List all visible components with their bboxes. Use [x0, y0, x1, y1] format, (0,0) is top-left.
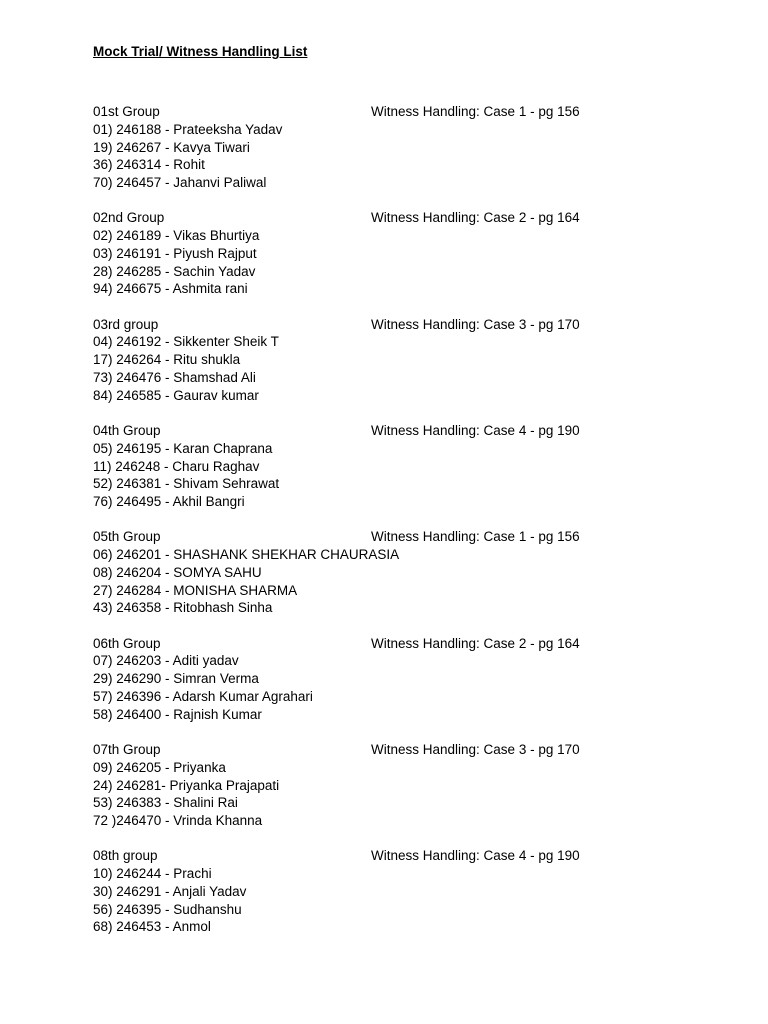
member-entry: 58) 246400 - Rajnish Kumar	[93, 706, 262, 722]
member-entry: 53) 246383 - Shalini Rai	[93, 795, 238, 811]
document-title: Mock Trial/ Witness Handling List	[93, 44, 308, 59]
group-name: 08th group	[93, 848, 158, 864]
member-entry: 09) 246205 - Priyanka	[93, 759, 226, 775]
member-entry: 73) 246476 - Shamshad Ali	[93, 369, 256, 385]
member-entry: 17) 246264 - Ritu shukla	[93, 352, 241, 368]
member-entry: 72 )246470 - Vrinda Khanna	[93, 813, 263, 829]
group-header	[93, 103, 713, 121]
group-header	[93, 741, 713, 759]
group-case-assignment: Witness Handling: Case 1 - pg 156	[371, 104, 580, 119]
member-entry: 56) 246395 - Sudhanshu	[93, 901, 242, 917]
group-case-assignment: Witness Handling: Case 4 - pg 190	[371, 848, 580, 864]
group-name: 07th Group	[93, 742, 161, 758]
member-entry: 08) 246204 - SOMYA SAHU	[93, 564, 262, 580]
member-entry: 07) 246203 - Aditi yadav	[93, 653, 239, 669]
group-header	[93, 209, 713, 227]
group-header	[93, 316, 713, 334]
group-name: 05th Group	[93, 529, 161, 545]
member-entry: 28) 246285 - Sachin Yadav	[93, 263, 256, 279]
group-block	[93, 847, 713, 936]
member-entry: 94) 246675 - Ashmita rani	[93, 281, 248, 297]
member-entry: 24) 246281- Priyanka Prajapati	[93, 777, 280, 793]
member-entry: 76) 246495 - Akhil Bangri	[93, 494, 245, 510]
group-case-assignment: Witness Handling: Case 3 - pg 170	[371, 742, 580, 758]
member-entry: 01) 246188 - Prateeksha Yadav	[93, 121, 283, 137]
group-case-assignment: Witness Handling: Case 2 - pg 164	[371, 210, 580, 226]
member-entry: 57) 246396 - Adarsh Kumar Agrahari	[93, 688, 313, 704]
group-name: 02nd Group	[93, 210, 165, 226]
group-block	[93, 635, 713, 724]
group-header	[93, 847, 713, 865]
group-block	[93, 528, 713, 617]
group-case-assignment: Witness Handling: Case 4 - pg 190	[371, 423, 580, 439]
member-entry: 29) 246290 - Simran Verma	[93, 671, 259, 687]
member-entry: 30) 246291 - Anjali Yadav	[93, 883, 247, 899]
member-entry: 36) 246314 - Rohit	[93, 157, 205, 173]
group-header	[93, 635, 713, 653]
group-block	[93, 741, 713, 830]
member-entry: 05) 246195 - Karan Chaprana	[93, 440, 273, 456]
group-name: 04th Group	[93, 423, 161, 439]
member-entry: 19) 246267 - Kavya Tiwari	[93, 139, 250, 155]
group-list	[93, 103, 713, 954]
member-entry: 06) 246201 - SHASHANK SHEKHAR CHAURASIA	[93, 547, 400, 563]
group-name: 03rd group	[93, 316, 159, 332]
member-entry: 43) 246358 - Ritobhash Sinha	[93, 600, 273, 616]
group-name: 06th Group	[93, 635, 161, 651]
member-entry: 04) 246192 - Sikkenter Sheik T	[93, 334, 279, 350]
member-entry: 84) 246585 - Gaurav kumar	[93, 387, 259, 403]
member-entry: 70) 246457 - Jahanvi Paliwal	[93, 175, 267, 190]
member-entry: 02) 246189 - Vikas Bhurtiya	[93, 228, 260, 244]
member-entry: 52) 246381 - Shivam Sehrawat	[93, 476, 280, 492]
member-entry: 10) 246244 - Prachi	[93, 866, 212, 882]
member-entry: 68) 246453 - Anmol	[93, 919, 211, 935]
group-header	[93, 422, 713, 440]
group-case-assignment: Witness Handling: Case 2 - pg 164	[371, 635, 580, 651]
member-entry: 11) 246248 - Charu Raghav	[93, 458, 260, 474]
group-block	[93, 209, 713, 298]
group-case-assignment: Witness Handling: Case 1 - pg 156	[371, 529, 580, 545]
group-block	[93, 103, 713, 192]
group-header	[93, 528, 713, 546]
member-entry: 03) 246191 - Piyush Rajput	[93, 245, 257, 261]
group-block	[93, 422, 713, 511]
member-entry: 27) 246284 - MONISHA SHARMA	[93, 582, 298, 598]
group-case-assignment: Witness Handling: Case 3 - pg 170	[371, 316, 580, 332]
group-block	[93, 316, 713, 405]
group-name: 01st Group	[93, 104, 160, 119]
